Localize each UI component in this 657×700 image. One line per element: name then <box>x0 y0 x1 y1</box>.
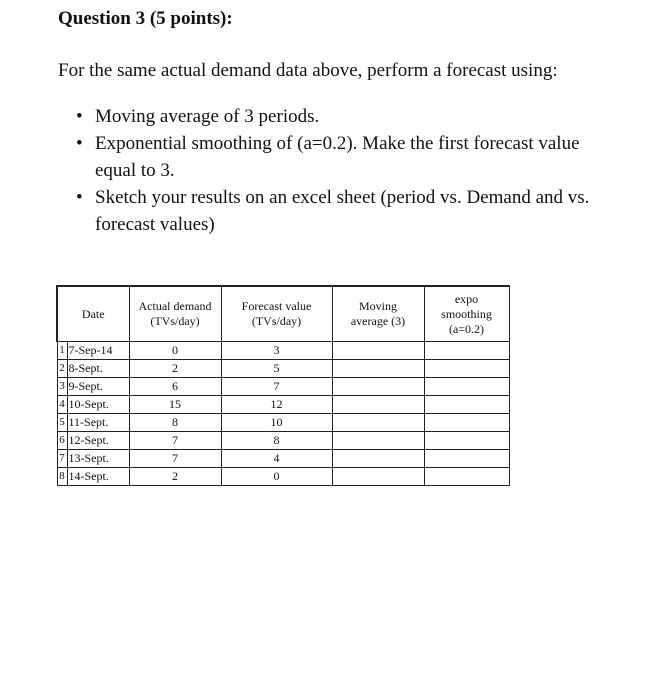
forecast-value-cell: 4 <box>221 450 332 468</box>
header-expo-smoothing <box>424 286 509 342</box>
date-cell: 9-Sept. <box>67 378 129 396</box>
expo-smoothing-cell <box>424 342 509 360</box>
date-cell: 14-Sept. <box>67 468 129 486</box>
header-expo-line1: expo <box>454 291 479 306</box>
header-forecast-value-unit: (TVs/day) <box>251 314 302 328</box>
actual-demand-cell: 7 <box>129 432 221 450</box>
date-cell: 10-Sept. <box>67 396 129 414</box>
header-expo-line2: smoothing <box>441 306 492 321</box>
header-moving-average-line2: average (3) <box>350 314 406 328</box>
forecast-value-cell: 0 <box>221 468 332 486</box>
header-date-label: Date <box>81 306 105 321</box>
date-cell: 13-Sept. <box>67 450 129 468</box>
row-number: 2 <box>57 360 67 378</box>
header-date <box>57 286 129 342</box>
task-item-exponential-smoothing: • Exponential smoothing of (a=0.2). Make the first forecast value equal to 3. <box>76 130 591 184</box>
moving-average-cell <box>332 468 424 486</box>
header-moving-average-line1: Moving <box>358 299 397 313</box>
table-row <box>57 468 509 486</box>
demand-table-wrapper <box>56 285 510 486</box>
question-intro: For the same actual demand data above, perform a forecast using: <box>58 60 558 81</box>
forecast-value-cell: 8 <box>221 432 332 450</box>
table-row <box>57 414 509 432</box>
forecast-value-cell: 5 <box>221 360 332 378</box>
row-number: 8 <box>57 468 67 486</box>
header-expo-line3: (a=0.2) <box>448 321 485 336</box>
moving-average-cell <box>332 414 424 432</box>
expo-smoothing-cell <box>424 414 509 432</box>
table-row <box>57 378 509 396</box>
expo-smoothing-cell <box>424 450 509 468</box>
actual-demand-cell: 15 <box>129 396 221 414</box>
header-forecast-value <box>221 286 332 342</box>
row-number: 6 <box>57 432 67 450</box>
task-item-moving-average: • Moving average of 3 periods. <box>76 103 591 130</box>
actual-demand-cell: 0 <box>129 342 221 360</box>
expo-smoothing-cell <box>424 468 509 486</box>
moving-average-cell <box>332 360 424 378</box>
moving-average-cell <box>332 342 424 360</box>
demand-table <box>56 285 510 486</box>
expo-smoothing-cell <box>424 396 509 414</box>
expo-smoothing-cell <box>424 432 509 450</box>
question-title: Question 3 (5 points): <box>58 8 233 29</box>
actual-demand-cell: 7 <box>129 450 221 468</box>
expo-smoothing-cell <box>424 378 509 396</box>
table-body <box>57 342 509 486</box>
forecast-value-cell: 7 <box>221 378 332 396</box>
table-row <box>57 396 509 414</box>
table-header-row <box>57 286 509 342</box>
date-cell: 7-Sep-14 <box>67 342 129 360</box>
moving-average-cell <box>332 432 424 450</box>
row-number: 7 <box>57 450 67 468</box>
actual-demand-cell: 8 <box>129 414 221 432</box>
row-number: 1 <box>57 342 67 360</box>
header-actual-demand <box>129 286 221 342</box>
moving-average-cell <box>332 396 424 414</box>
actual-demand-cell: 6 <box>129 378 221 396</box>
actual-demand-cell: 2 <box>129 468 221 486</box>
header-actual-demand-label: Actual demand <box>138 299 212 313</box>
expo-smoothing-cell <box>424 360 509 378</box>
task-list <box>76 103 591 238</box>
date-cell: 8-Sept. <box>67 360 129 378</box>
moving-average-cell <box>332 450 424 468</box>
date-cell: 12-Sept. <box>67 432 129 450</box>
row-number: 3 <box>57 378 67 396</box>
table-row <box>57 432 509 450</box>
header-actual-demand-unit: (TVs/day) <box>150 314 200 328</box>
task-item-sketch-results: • Sketch your results on an excel sheet (period vs. Demand and vs. forecast values) <box>76 184 591 238</box>
row-number: 5 <box>57 414 67 432</box>
moving-average-cell <box>332 378 424 396</box>
header-forecast-value-label: Forecast value <box>241 299 312 313</box>
table-row <box>57 360 509 378</box>
header-moving-average <box>332 286 424 342</box>
forecast-value-cell: 12 <box>221 396 332 414</box>
actual-demand-cell: 2 <box>129 360 221 378</box>
forecast-value-cell: 10 <box>221 414 332 432</box>
row-number: 4 <box>57 396 67 414</box>
date-cell: 11-Sept. <box>67 414 129 432</box>
table-row <box>57 450 509 468</box>
forecast-value-cell: 3 <box>221 342 332 360</box>
table-row <box>57 342 509 360</box>
